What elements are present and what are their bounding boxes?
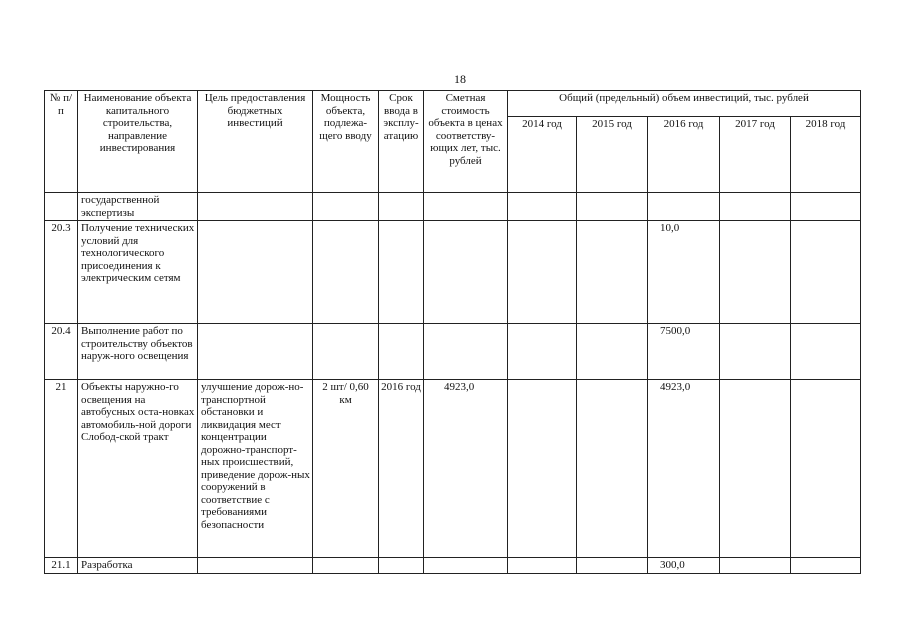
cell-num bbox=[45, 193, 78, 221]
cell-2015 bbox=[577, 380, 648, 558]
cell-cost bbox=[424, 193, 508, 221]
cell-term bbox=[379, 193, 424, 221]
table-row bbox=[45, 221, 861, 324]
cell-2018 bbox=[791, 221, 861, 324]
cell-name: Получение технических условий для технологического присоединения к электрическим сетям bbox=[78, 221, 198, 324]
cell-2014 bbox=[508, 380, 577, 558]
cell-term: 2016 год bbox=[379, 380, 424, 558]
header-goal: Цель предоставления бюджетных инвестиций bbox=[198, 91, 313, 193]
investment-table bbox=[44, 90, 861, 574]
header-term: Срок ввода в эксплу-атацию bbox=[379, 91, 424, 193]
header-capacity: Мощность объекта, подлежа-щего вводу bbox=[313, 91, 379, 193]
header-invest: Общий (предельный) объем инвестиций, тыс. рублей bbox=[508, 91, 861, 117]
cell-num: 21 bbox=[45, 380, 78, 558]
cell-capacity: 2 шт/ 0,60 км bbox=[313, 380, 379, 558]
table-row bbox=[45, 380, 861, 558]
cell-2017 bbox=[720, 558, 791, 574]
cell-2016: 7500,0 bbox=[648, 324, 720, 380]
cell-2017 bbox=[720, 380, 791, 558]
cell-2014 bbox=[508, 221, 577, 324]
cell-2015 bbox=[577, 558, 648, 574]
cell-2018 bbox=[791, 324, 861, 380]
table-row bbox=[45, 193, 861, 221]
header-year-2016: 2016 год bbox=[648, 117, 720, 193]
cell-cost: 4923,0 bbox=[424, 380, 508, 558]
cell-2016: 300,0 bbox=[648, 558, 720, 574]
cell-name: государственной экспертизы bbox=[78, 193, 198, 221]
cell-2017 bbox=[720, 193, 791, 221]
cell-2014 bbox=[508, 558, 577, 574]
cell-2015 bbox=[577, 221, 648, 324]
cell-goal bbox=[198, 193, 313, 221]
table-row bbox=[45, 324, 861, 380]
header-year-2018: 2018 год bbox=[791, 117, 861, 193]
cell-2018 bbox=[791, 193, 861, 221]
cell-cost bbox=[424, 558, 508, 574]
cell-goal bbox=[198, 221, 313, 324]
cell-2017 bbox=[720, 324, 791, 380]
cell-2016: 10,0 bbox=[648, 221, 720, 324]
header-year-2017: 2017 год bbox=[720, 117, 791, 193]
table-row bbox=[45, 558, 861, 574]
cell-2015 bbox=[577, 193, 648, 221]
cell-goal bbox=[198, 324, 313, 380]
cell-num: 21.1 bbox=[45, 558, 78, 574]
cell-2015 bbox=[577, 324, 648, 380]
cell-term bbox=[379, 221, 424, 324]
cell-num: 20.4 bbox=[45, 324, 78, 380]
cell-capacity bbox=[313, 324, 379, 380]
cell-goal: улучшение дорож-но-транспортной обстановки и ликвидация мест концентрации дорожно-транспорт-ных происшествий, приведение дорож-ных сооружений в соответствие с требованиями безопасности bbox=[198, 380, 313, 558]
cell-cost bbox=[424, 324, 508, 380]
header-year-2015: 2015 год bbox=[577, 117, 648, 193]
cell-2016: 4923,0 bbox=[648, 380, 720, 558]
cell-name: Выполнение работ по строительству объектов наруж-ного освещения bbox=[78, 324, 198, 380]
cell-term bbox=[379, 558, 424, 574]
cell-2018 bbox=[791, 558, 861, 574]
header-cost: Сметная стоимость объекта в ценах соответству-ющих лет, тыс. рублей bbox=[424, 91, 508, 193]
header-name: Наименование объекта капитального строительства, направление инвестирования bbox=[78, 91, 198, 193]
cell-2014 bbox=[508, 193, 577, 221]
cell-2018 bbox=[791, 380, 861, 558]
cell-name: Объекты наружно-го освещения на автобусных оста-новках автомобиль-ной дороги Слобод-ской тракт bbox=[78, 380, 198, 558]
header-num: № п/п bbox=[45, 91, 78, 193]
cell-num: 20.3 bbox=[45, 221, 78, 324]
cell-2017 bbox=[720, 221, 791, 324]
cell-2016 bbox=[648, 193, 720, 221]
header-year-2014: 2014 год bbox=[508, 117, 577, 193]
cell-cost bbox=[424, 221, 508, 324]
cell-2014 bbox=[508, 324, 577, 380]
cell-term bbox=[379, 324, 424, 380]
cell-capacity bbox=[313, 558, 379, 574]
cell-capacity bbox=[313, 193, 379, 221]
cell-goal bbox=[198, 558, 313, 574]
cell-capacity bbox=[313, 221, 379, 324]
cell-name: Разработка bbox=[78, 558, 198, 574]
page-number: 18 bbox=[454, 72, 466, 86]
